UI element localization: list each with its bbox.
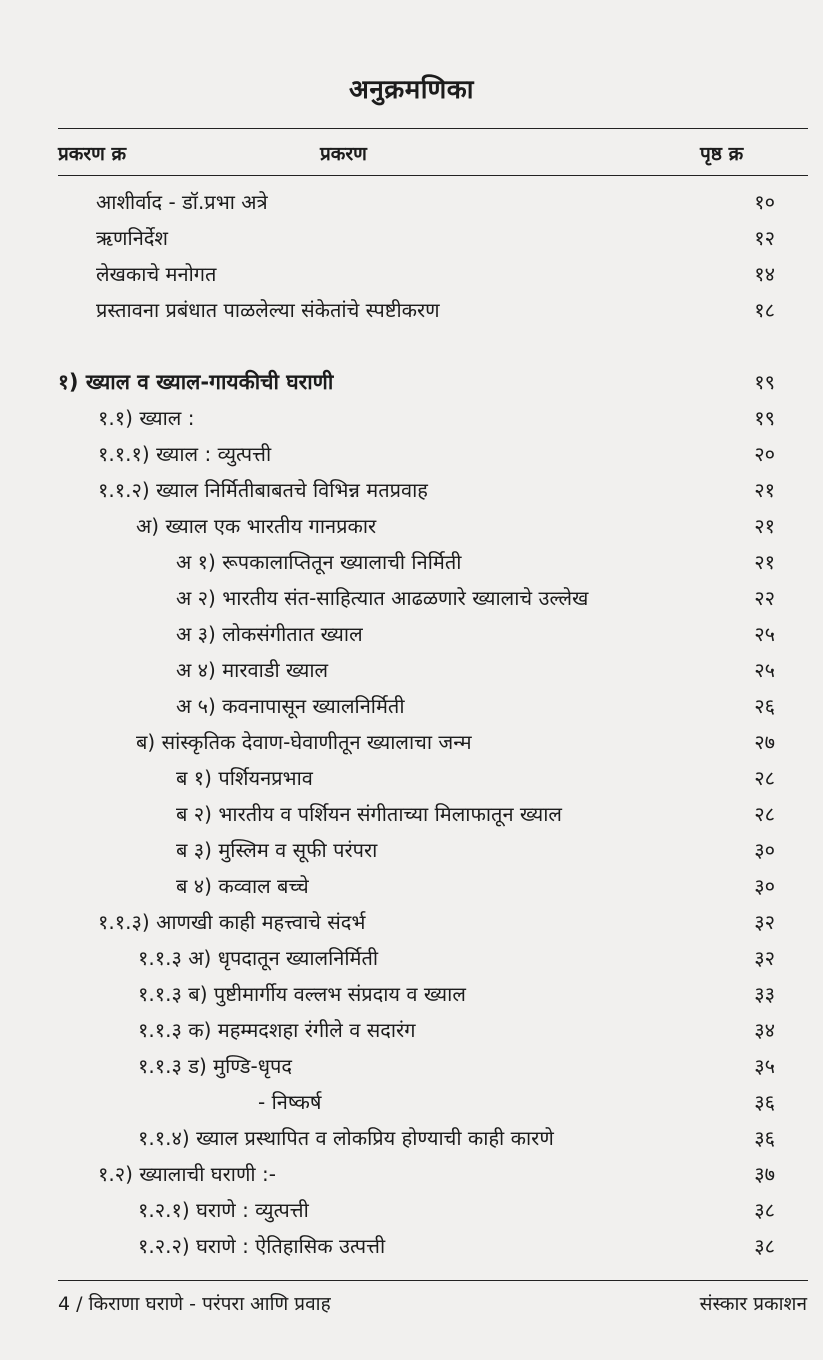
toc-entry-page: २५: [754, 658, 775, 682]
toc-entry: [0, 796, 823, 832]
toc-entry-page: १२: [754, 226, 775, 250]
toc-entry-page: ३२: [754, 946, 775, 970]
toc-entry-page: ३८: [754, 1234, 775, 1258]
toc-entry: [0, 616, 823, 652]
toc-entry-title: ऋणनिर्देश: [96, 226, 169, 250]
toc-entry-title: १) ख्याल व ख्याल-गायकीची घराणी: [58, 370, 334, 394]
toc-entry-title: अ ४) मारवाडी ख्याल: [176, 658, 329, 682]
toc-entry-title: १.२) ख्यालाची घराणी :-: [98, 1162, 276, 1186]
toc-entry-title: अ ३) लोकसंगीतात ख्याल: [176, 622, 363, 646]
toc-entry: [0, 184, 823, 220]
toc-entry-page: २५: [754, 622, 775, 646]
toc-entry-title: १.१.३ क) महम्मदशहा रंगीले व सदारंग: [138, 1018, 416, 1042]
toc-entry: [0, 1084, 823, 1120]
toc-entry-title: ब) सांस्कृतिक देवाण-घेवाणीतून ख्यालाचा जन्म: [136, 730, 472, 754]
toc-entry-page: ३०: [754, 874, 775, 898]
header-bottom-rule: [58, 175, 808, 176]
toc-entry: [0, 400, 823, 436]
toc-entry-title: १.१.३) आणखी काही महत्त्वाचे संदर्भ: [98, 910, 366, 934]
toc-entry-title: ब २) भारतीय व पर्शियन संगीताच्या मिलाफातून ख्याल: [176, 802, 562, 826]
toc-entry-page: ३७: [754, 1162, 775, 1186]
toc-entry: [0, 976, 823, 1012]
toc-entry: [0, 436, 823, 472]
toc-entry: [0, 1048, 823, 1084]
toc-entry-page: ३८: [754, 1198, 775, 1222]
toc-entry-page: १८: [754, 298, 775, 322]
toc-entry-page: ३२: [754, 910, 775, 934]
toc-entry: [0, 868, 823, 904]
header-chapter: प्रकरण: [320, 143, 367, 165]
toc-entry: [0, 220, 823, 256]
toc-chapter-heading: [0, 364, 823, 400]
toc-entry-title: प्रस्तावना प्रबंधात पाळलेल्या संकेतांचे स्पष्टीकरण: [96, 298, 440, 322]
toc-entry-title: १.१.४) ख्याल प्रस्थापित व लोकप्रिय होण्याची काही कारणे: [138, 1126, 554, 1150]
toc-entry: [0, 1192, 823, 1228]
toc-entry: [0, 544, 823, 580]
toc-entry-page: ३४: [754, 1018, 775, 1042]
toc-entry-title: १.१.२) ख्याल निर्मितीबाबतचे विभिन्न मतप्रवाह: [98, 478, 428, 502]
toc-entry-page: २०: [754, 442, 775, 466]
toc-entry-page: २८: [754, 766, 775, 790]
header-top-rule: [58, 128, 808, 129]
toc-entry-title: अ) ख्याल एक भारतीय गानप्रकार: [136, 514, 377, 538]
toc-entry: [0, 1228, 823, 1264]
toc-entry-page: ३५: [754, 1054, 775, 1078]
toc-entry: [0, 760, 823, 796]
footer-rule: [58, 1280, 808, 1281]
toc-entry: [0, 256, 823, 292]
footer-publisher: संस्कार प्रकाशन: [699, 1293, 807, 1315]
toc-entry-title: १.१.१) ख्याल : व्युत्पत्ती: [98, 442, 272, 466]
header-chapter-number: प्रकरण क्र: [58, 143, 127, 165]
toc-entry-page: ३३: [754, 982, 775, 1006]
page-title: अनुक्रमणिका: [348, 75, 475, 105]
toc-entry-title: ब १) पर्शियनप्रभाव: [176, 766, 313, 790]
toc-entry-title: ब ३) मुस्लिम व सूफी परंपरा: [176, 838, 378, 862]
toc-entry-page: १०: [754, 190, 775, 214]
toc-entry-page: २७: [754, 730, 775, 754]
toc-entry-title: १.२.१) घराणे : व्युत्पत्ती: [138, 1198, 309, 1222]
toc-entry-page: ३६: [754, 1126, 775, 1150]
toc-entry-title: अ १) रूपकालाप्तितून ख्यालाची निर्मिती: [176, 550, 462, 574]
toc-entry: [0, 832, 823, 868]
toc-entry-page: २२: [754, 586, 775, 610]
toc-entry-page: २६: [754, 694, 775, 718]
toc-entry-page: २८: [754, 802, 775, 826]
toc-entry: [0, 940, 823, 976]
toc-entry: [0, 472, 823, 508]
toc-entry-page: १९: [754, 370, 775, 394]
toc-entry-page: १९: [754, 406, 775, 430]
toc-entry-title: १.१.३ ड) मुण्डि-धृपद: [138, 1054, 292, 1078]
toc-entry: [0, 1156, 823, 1192]
toc-entry: [0, 580, 823, 616]
toc-entry-page: ३६: [754, 1090, 775, 1114]
toc-entry-title: १.१.३ अ) धृपदातून ख्यालनिर्मिती: [138, 946, 379, 970]
header-page-number: पृष्ठ क्र: [700, 143, 744, 165]
toc-entry: [0, 508, 823, 544]
toc-entry: [0, 724, 823, 760]
toc-entry-title: - निष्कर्ष: [258, 1090, 322, 1114]
toc-entry: [0, 1120, 823, 1156]
toc-entry-title: अ ५) कवनापासून ख्यालनिर्मिती: [176, 694, 405, 718]
footer-book-title: 4 / किराणा घराणे - परंपरा आणि प्रवाह: [58, 1293, 331, 1315]
toc-entry-page: ३०: [754, 838, 775, 862]
toc-entry-title: ब ४) कव्वाल बच्चे: [176, 874, 309, 898]
toc-entry: [0, 292, 823, 328]
toc-entry-page: २१: [754, 478, 775, 502]
toc-entry-title: आशीर्वाद - डॉ.प्रभा अत्रे: [96, 190, 268, 214]
toc-entry-title: अ २) भारतीय संत-साहित्यात आढळणारे ख्यालाचे उल्लेख: [176, 586, 589, 610]
toc-entry-page: २१: [754, 550, 775, 574]
toc-entry-title: १.१) ख्याल :: [98, 406, 195, 430]
toc-entry: [0, 904, 823, 940]
toc-entry-title: १.१.३ ब) पुष्टीमार्गीय वल्लभ संप्रदाय व ख्याल: [138, 982, 466, 1006]
toc-entry: [0, 1012, 823, 1048]
toc-entry: [0, 652, 823, 688]
toc-entry-page: २१: [754, 514, 775, 538]
toc-entry-page: १४: [754, 262, 775, 286]
toc-entry-title: लेखकाचे मनोगत: [96, 262, 217, 286]
toc-entry-title: १.२.२) घराणे : ऐतिहासिक उत्पत्ती: [138, 1234, 386, 1258]
toc-entry: [0, 688, 823, 724]
